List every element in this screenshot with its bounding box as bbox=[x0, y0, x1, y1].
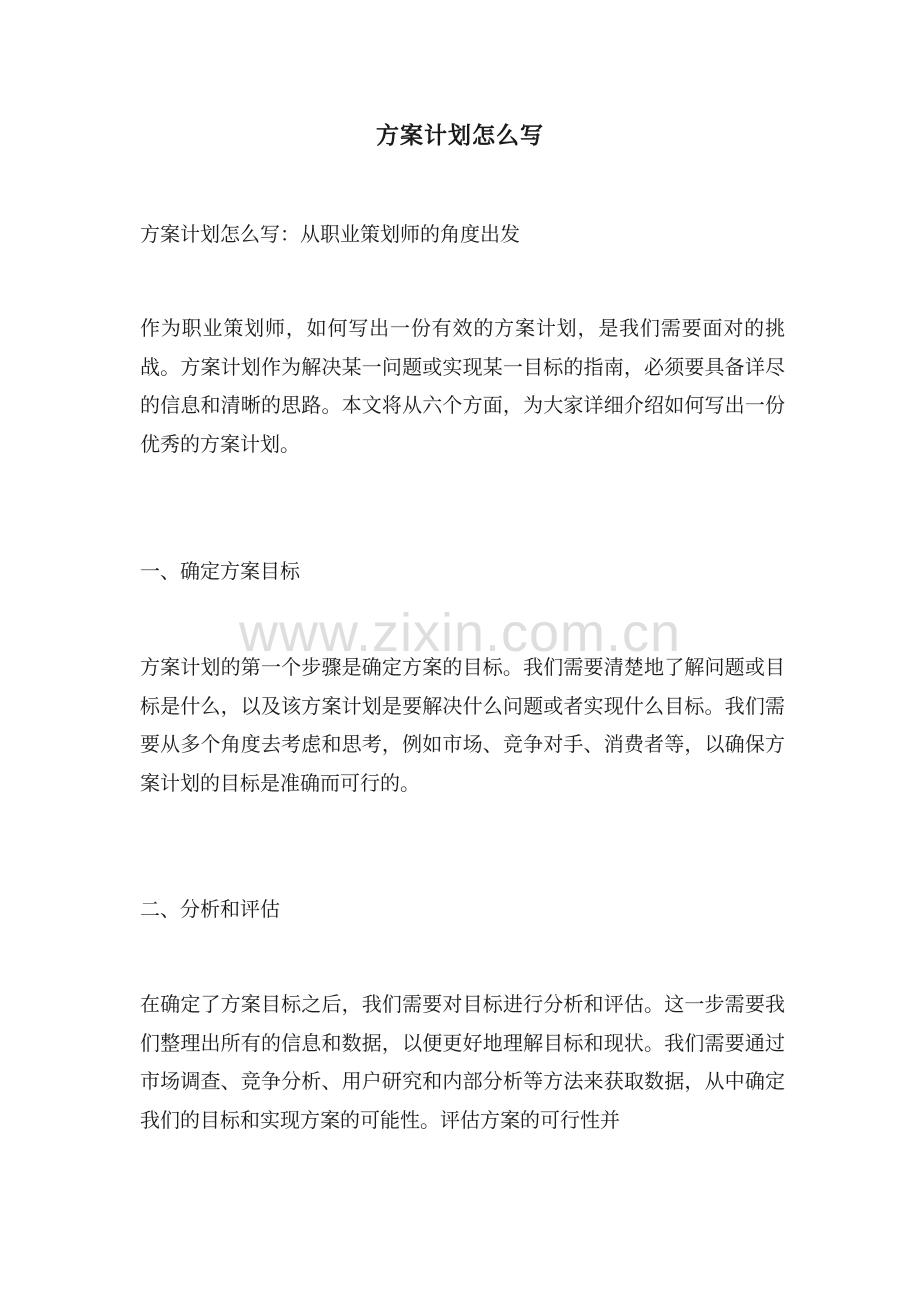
section-heading-1: 一、确定方案目标 bbox=[140, 559, 300, 583]
intro-paragraph: 作为职业策划师，如何写出一份有效的方案计划，是我们需要面对的挑战。方案计划作为解决某一问题或实现某一目标的指南，必须要具备详尽的信息和清晰的思路。本文将从六个方面，为大家详细介绍如何写出一份优秀的方案计划。 bbox=[140, 316, 785, 456]
document-subtitle: 方案计划怎么写：从职业策划师的角度出发 bbox=[140, 222, 520, 246]
section-heading-2: 二、分析和评估 bbox=[140, 897, 280, 921]
watermark: www.zixin.com.cn bbox=[238, 603, 682, 663]
document-title: 方案计划怎么写 bbox=[376, 122, 544, 149]
section-body-1: 方案计划的第一个步骤是确定方案的目标。我们需要清楚地了解问题或目标是什么，以及该方案计划是要解决什么问题或者实现什么目标。我们需要从多个角度去考虑和思考，例如市场、竞争对手、消费者等，以确保方案计划的目标是准确而可行的。 bbox=[140, 655, 785, 795]
section-body-2: 在确定了方案目标之后，我们需要对目标进行分析和评估。这一步需要我们整理出所有的信息和数据，以便更好地理解目标和现状。我们需要通过市场调查、竞争分析、用户研究和内部分析等方法来获取数据，从中确定我们的目标和实现方案的可能性。评估方案的可行性并 bbox=[140, 992, 785, 1132]
